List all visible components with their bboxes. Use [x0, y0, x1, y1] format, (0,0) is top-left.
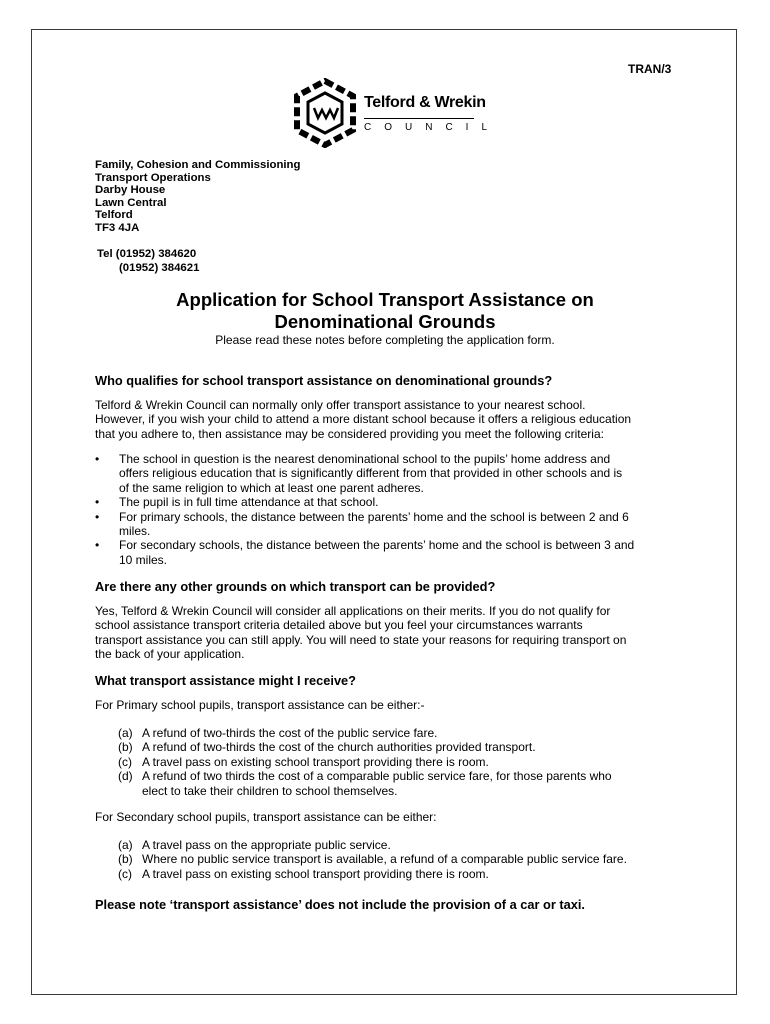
address-line: Darby House — [95, 184, 166, 197]
page-subtitle: Please read these notes before completing the application form. — [215, 333, 555, 347]
heading-who-qualifies: Who qualifies for school transport assistance on denominational grounds? — [95, 373, 553, 388]
secondary-options-list — [118, 838, 627, 881]
list-item — [118, 867, 627, 881]
text-line: the back of your application. — [95, 647, 245, 662]
list-marker: (b) — [118, 740, 133, 755]
text-line: of the same religion to which at least one parent adheres. — [119, 480, 424, 495]
list-item — [118, 852, 627, 866]
list-marker: (c) — [118, 866, 132, 881]
address-line: Telford — [95, 209, 133, 222]
secondary-intro: For Secondary school pupils, transport assistance can be either: — [95, 810, 437, 824]
list-item — [95, 452, 685, 495]
text-line: miles. — [119, 524, 151, 539]
text-line: A refund of two thirds the cost of a comparable public service fare, for those parents who — [142, 769, 612, 784]
text-line: For primary schools, the distance between the parents’ home and the school is between 2 and 6 — [119, 509, 629, 524]
list-marker: (a) — [118, 838, 133, 852]
text-line: A travel pass on existing school transport providing there is room. — [142, 754, 489, 769]
list-marker: (d) — [118, 769, 133, 784]
list-marker: (b) — [118, 852, 133, 867]
criteria-list — [95, 452, 685, 567]
text-line: A refund of two-thirds the cost of the public service fare. — [142, 726, 438, 740]
title-line: Denominational Grounds — [274, 311, 496, 332]
list-item — [118, 838, 627, 852]
title-line: Application for School Transport Assistance on — [176, 289, 594, 310]
text-line: A travel pass on the appropriate public service. — [142, 838, 391, 852]
list-item — [118, 755, 612, 769]
bullet-icon: • — [95, 495, 100, 510]
list-item — [95, 538, 685, 567]
bullet-icon: • — [95, 538, 100, 553]
telephone-line: Tel (01952) 384620 — [97, 248, 197, 260]
paragraph-other-grounds — [95, 604, 685, 662]
list-item — [95, 510, 685, 539]
address-line: Lawn Central — [95, 196, 167, 209]
list-item — [118, 740, 612, 754]
heading-what-assistance: What transport assistance might I receive? — [95, 673, 356, 688]
bullet-icon: • — [95, 509, 100, 524]
address-line: Transport Operations — [95, 171, 211, 184]
council-logo — [292, 78, 501, 148]
note-transport: Please note ‘transport assistance’ does not include the provision of a car or taxi. — [95, 897, 585, 912]
document-reference: TRAN/3 — [628, 62, 672, 76]
paragraph-qualifies — [95, 398, 685, 441]
telephone-block — [97, 248, 199, 275]
address-line: TF3 4JA — [95, 221, 140, 234]
list-item — [95, 495, 685, 509]
text-line: that you adhere to, then assistance may be considered providing you meet the following criteria: — [95, 426, 604, 441]
text-line: Telford & Wrekin Council can normally only offer transport assistance to your nearest school. — [95, 398, 586, 412]
list-marker: (c) — [118, 754, 132, 769]
text-line: A refund of two-thirds the cost of the church authorities provided transport. — [142, 740, 536, 755]
bullet-icon: • — [95, 452, 100, 466]
page-title — [95, 289, 675, 333]
text-line: transport assistance you can still apply. You will need to state your reasons for requiring transport on — [95, 632, 627, 647]
primary-intro: For Primary school pupils, transport assistance can be either:- — [95, 698, 425, 712]
text-line: Where no public service transport is available, a refund of a comparable public service fare. — [142, 852, 627, 867]
logo-name: Telford & Wrekin — [364, 94, 486, 111]
telephone-line: (01952) 384621 — [119, 261, 200, 274]
text-line: 10 miles. — [119, 552, 168, 567]
text-line: elect to take their children to school themselves. — [142, 783, 398, 798]
text-line: school assistance transport criteria detailed above but you feel your circumstances warrants — [95, 618, 583, 633]
text-line: The school in question is the nearest denominational school to the pupils’ home address and — [119, 452, 611, 466]
text-line: However, if you wish your child to attend a more distant school because it offers a religious education — [95, 412, 632, 427]
hexagon-logo-mark — [292, 78, 358, 148]
list-item — [118, 769, 612, 798]
address-block — [95, 159, 300, 235]
primary-options-list — [118, 726, 612, 798]
list-item — [118, 726, 612, 740]
logo-divider — [364, 118, 474, 119]
text-line: A travel pass on existing school transport providing there is room. — [142, 866, 489, 881]
text-line: The pupil is in full time attendance at that school. — [119, 495, 379, 510]
text-line: For secondary schools, the distance between the parents’ home and the school is between 3 and — [119, 538, 635, 553]
heading-other-grounds: Are there any other grounds on which transport can be provided? — [95, 579, 496, 594]
text-line: Yes, Telford & Wrekin Council will consider all applications on their merits. If you do not qualify for — [95, 604, 611, 618]
text-line: offers religious education that is significantly different from that provided in other schools and is — [119, 466, 623, 481]
logo-council: COUNCIL — [364, 122, 501, 133]
list-marker: (a) — [118, 726, 133, 740]
address-line: Family, Cohesion and Commissioning — [95, 159, 301, 171]
